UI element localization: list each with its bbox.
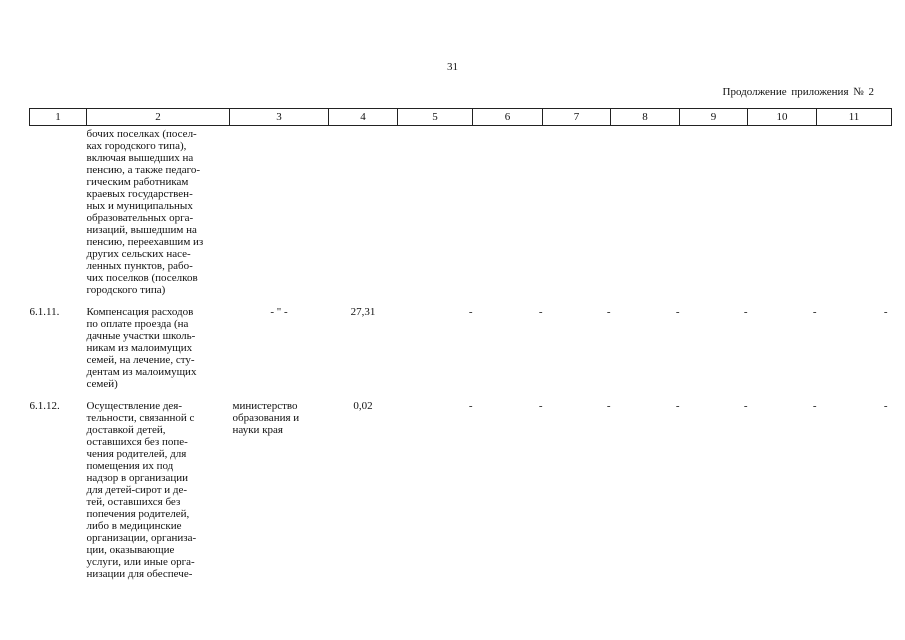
column-header: 1 <box>30 109 87 126</box>
column-header: 8 <box>611 109 680 126</box>
row-value: - <box>812 306 817 318</box>
row-value: - <box>606 306 611 318</box>
table-row <box>30 306 892 390</box>
column-header: 2 <box>87 109 230 126</box>
column-header: 9 <box>680 109 748 126</box>
row-code: 6.1.12. <box>29 400 60 412</box>
page-number: 31 <box>447 61 458 73</box>
row-value: - <box>538 400 543 412</box>
column-header: 11 <box>817 109 892 126</box>
row-value: - <box>538 306 543 318</box>
row-code: 6.1.11. <box>29 306 60 318</box>
row-value: - <box>468 306 473 318</box>
row-value: - <box>883 306 888 318</box>
column-header: 10 <box>748 109 817 126</box>
row-executor: - " - <box>270 306 288 318</box>
row-name: Компенсация расходов по оплате проезда (на дачные участки школь- никам из малоимущих семей, на лечение, сту- дентам из малоимущих семей) <box>86 306 197 390</box>
row-value: - <box>606 400 611 412</box>
table-row-carryover <box>30 126 892 297</box>
column-header: 6 <box>473 109 543 126</box>
row-value: - <box>675 400 680 412</box>
row-value: - <box>743 306 748 318</box>
table-row <box>30 400 892 580</box>
carryover-text <box>87 126 230 297</box>
row-name: Осуществление дея- тельности, связанной с доставкой детей, оставшихся без попе- чения родителей, для помещения их под надзор в организации для детей-сирот и де- тей, оставшихся без попечения родителей, либо в медицинские организации, организа- ции, оказывающие услуги, или иные орга- низации для обеспече- <box>86 400 197 580</box>
column-header: 5 <box>398 109 473 126</box>
continuation-label: Продолжение приложения № 2 <box>722 86 874 98</box>
row-amount: 27,31 <box>350 306 376 318</box>
row-value: - <box>812 400 817 412</box>
row-value: - <box>883 400 888 412</box>
row-value: - <box>675 306 680 318</box>
column-header: 4 <box>329 109 398 126</box>
appendix-table <box>29 108 892 580</box>
row-value: - <box>743 400 748 412</box>
row-executor: министерство образования и науки края <box>232 400 300 436</box>
carryover-text-body: бочих поселках (посел- ках городского типа), включая вышедших на пенсию, а также педаго- гическим работникам краевых государствен- ных и муниципальных образовательных орга- низаций, вышедшим на пенсию, переехавшим из других сельских насе- ленных пунктов, рабо- чих поселков (поселков городского типа) <box>86 128 204 296</box>
row-amount: 0,02 <box>353 400 373 412</box>
column-header: 3 <box>230 109 329 126</box>
column-header: 7 <box>543 109 611 126</box>
header-row <box>30 109 892 126</box>
row-value: - <box>468 400 473 412</box>
